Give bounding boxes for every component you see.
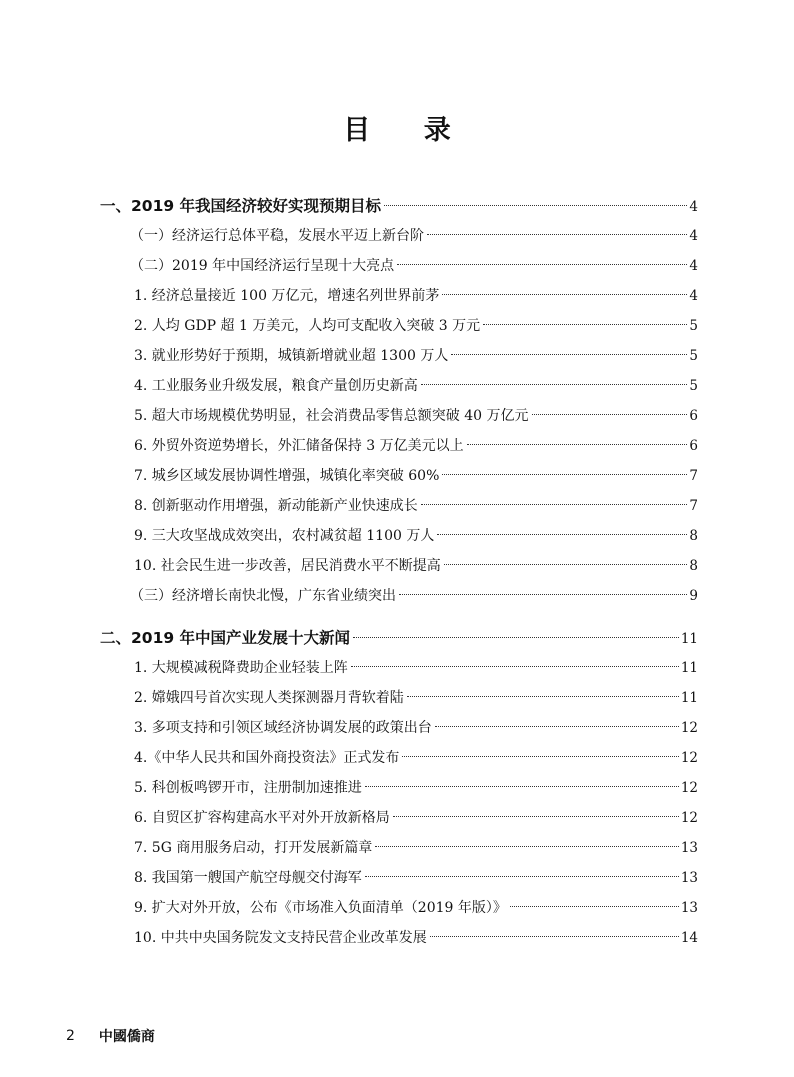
toc-entry-page-number: 7 <box>689 468 698 484</box>
toc-entry-page-number: 7 <box>689 498 698 514</box>
toc-entry-label: （二）2019 年中国经济运行呈现十大亮点 <box>130 258 395 274</box>
toc-entry-label: 二、2019 年中国产业发展十大新闻 <box>100 629 351 647</box>
toc-item-entry[interactable] <box>100 311 698 341</box>
toc-entry-page-number: 13 <box>680 900 698 916</box>
toc-item-entry[interactable] <box>100 371 698 401</box>
toc-entry-label: （一）经济运行总体平稳，发展水平迈上新台阶 <box>130 228 424 244</box>
toc-entry-label: 6. 外贸外资逆势增长，外汇储备保持 3 万亿美元以上 <box>134 438 464 454</box>
dot-leader <box>384 205 687 206</box>
toc-entry-page-number: 13 <box>680 840 698 856</box>
toc-item-entry[interactable] <box>100 461 698 491</box>
dot-leader <box>435 726 679 727</box>
toc-entry-page-number: 12 <box>680 780 698 796</box>
toc-entry-label: 7. 城乡区域发展协调性增强，城镇化率突破 60% <box>134 468 440 484</box>
toc-entry-page-number: 11 <box>680 631 698 647</box>
dot-leader <box>399 594 687 595</box>
toc-entry-label: 3. 就业形势好于预期，城镇新增就业超 1300 万人 <box>134 348 449 364</box>
toc-item-entry[interactable] <box>100 803 698 833</box>
toc-entry-label: 1. 经济总量接近 100 万亿元，增速名列世界前茅 <box>134 288 440 304</box>
dot-leader <box>510 906 679 907</box>
dot-leader <box>351 666 679 667</box>
toc-entry-label: 4.《中华人民共和国外商投资法》正式发布 <box>134 750 400 766</box>
dot-leader <box>393 816 679 817</box>
brand-logo-text: 中國僑商 <box>98 1029 155 1045</box>
toc-entry-label: 2. 嫦娥四号首次实现人类探测器月背软着陆 <box>134 690 404 706</box>
dot-leader <box>427 234 687 235</box>
toc-section-entry[interactable] <box>100 623 698 653</box>
dot-leader <box>407 696 679 697</box>
dot-leader <box>365 786 679 787</box>
toc-entry-label: （三）经济增长南快北慢，广东省业绩突出 <box>130 588 396 604</box>
toc-entry-page-number: 6 <box>689 438 698 454</box>
toc-entry-page-number: 5 <box>689 378 698 394</box>
dot-leader <box>421 504 688 505</box>
toc-item-entry[interactable] <box>100 551 698 581</box>
toc-entry-label: 10. 社会民生进一步改善，居民消费水平不断提高 <box>134 558 441 574</box>
dot-leader <box>421 384 688 385</box>
toc-item-entry[interactable] <box>100 341 698 371</box>
page-number: 2 <box>66 1028 75 1044</box>
toc-item-entry[interactable] <box>100 863 698 893</box>
toc-entry-page-number: 8 <box>689 528 698 544</box>
toc-item-entry[interactable] <box>100 401 698 431</box>
toc-item-entry[interactable] <box>100 491 698 521</box>
toc-entry-page-number: 4 <box>689 228 698 244</box>
toc-item-entry[interactable] <box>100 743 698 773</box>
toc-item-entry[interactable] <box>100 923 698 953</box>
toc-entry-label: 9. 扩大对外开放，公布《市场准入负面清单（2019 年版）》 <box>134 900 507 916</box>
toc-item-entry[interactable] <box>100 773 698 803</box>
toc-entry-page-number: 4 <box>689 288 698 304</box>
toc-entry-label: 6. 自贸区扩容构建高水平对外开放新格局 <box>134 810 390 826</box>
toc-entry-page-number: 11 <box>680 690 698 706</box>
toc-entry-label: 一、2019 年我国经济较好实现预期目标 <box>100 197 382 215</box>
toc-entry-label: 5. 超大市场规模优势明显，社会消费品零售总额突破 40 万亿元 <box>134 408 529 424</box>
dot-leader <box>467 444 688 445</box>
dot-leader <box>402 756 678 757</box>
toc-entry-page-number: 5 <box>689 318 698 334</box>
dot-leader <box>532 414 688 415</box>
dot-leader <box>444 564 688 565</box>
toc-entry-page-number: 6 <box>689 408 698 424</box>
toc-entry-page-number: 12 <box>680 720 698 736</box>
toc-item-entry[interactable] <box>100 833 698 863</box>
toc-entry-label: 1. 大规模减税降费助企业轻装上阵 <box>134 660 348 676</box>
table-of-contents <box>100 191 698 953</box>
toc-entry-page-number: 12 <box>680 750 698 766</box>
toc-entry-label: 8. 我国第一艘国产航空母舰交付海军 <box>134 870 362 886</box>
dot-leader <box>430 936 679 937</box>
toc-subsection-entry[interactable] <box>100 581 698 611</box>
dot-leader <box>437 534 687 535</box>
toc-item-entry[interactable] <box>100 893 698 923</box>
dot-leader <box>442 294 687 295</box>
toc-item-entry[interactable] <box>100 431 698 461</box>
toc-section-entry[interactable] <box>100 191 698 221</box>
toc-entry-page-number: 4 <box>689 199 698 215</box>
toc-entry-label: 9. 三大攻坚战成效突出，农村减贫超 1100 万人 <box>134 528 435 544</box>
toc-item-entry[interactable] <box>100 653 698 683</box>
dot-leader <box>442 474 687 475</box>
dot-leader <box>451 354 687 355</box>
toc-subsection-entry[interactable] <box>100 251 698 281</box>
toc-entry-label: 7. 5G 商用服务启动，打开发展新篇章 <box>134 840 373 856</box>
dot-leader <box>397 264 687 265</box>
toc-entry-label: 4. 工业服务业升级发展，粮食产量创历史新高 <box>134 378 418 394</box>
toc-entry-page-number: 8 <box>689 558 698 574</box>
toc-entry-label: 10. 中共中央国务院发文支持民营企业改革发展 <box>134 930 427 946</box>
toc-entry-page-number: 12 <box>680 810 698 826</box>
toc-entry-page-number: 14 <box>680 930 698 946</box>
page-footer <box>66 1026 155 1046</box>
dot-leader <box>483 324 687 325</box>
toc-entry-label: 3. 多项支持和引领区域经济协调发展的政策出台 <box>134 720 432 736</box>
toc-entry-page-number: 13 <box>680 870 698 886</box>
toc-item-entry[interactable] <box>100 683 698 713</box>
toc-entry-label: 8. 创新驱动作用增强，新动能新产业快速成长 <box>134 498 418 514</box>
toc-item-entry[interactable] <box>100 713 698 743</box>
toc-entry-page-number: 5 <box>689 348 698 364</box>
dot-leader <box>365 876 679 877</box>
toc-entry-page-number: 11 <box>680 660 698 676</box>
toc-item-entry[interactable] <box>100 521 698 551</box>
toc-entry-page-number: 4 <box>689 258 698 274</box>
toc-entry-label: 5. 科创板鸣锣开市，注册制加速推进 <box>134 780 362 796</box>
toc-item-entry[interactable] <box>100 281 698 311</box>
toc-entry-page-number: 9 <box>689 588 698 604</box>
toc-subsection-entry[interactable] <box>100 221 698 251</box>
dot-leader <box>375 846 678 847</box>
page-title: 目 录 <box>343 115 473 146</box>
toc-entry-label: 2. 人均 GDP 超 1 万美元，人均可支配收入突破 3 万元 <box>134 318 481 334</box>
dot-leader <box>353 637 679 638</box>
